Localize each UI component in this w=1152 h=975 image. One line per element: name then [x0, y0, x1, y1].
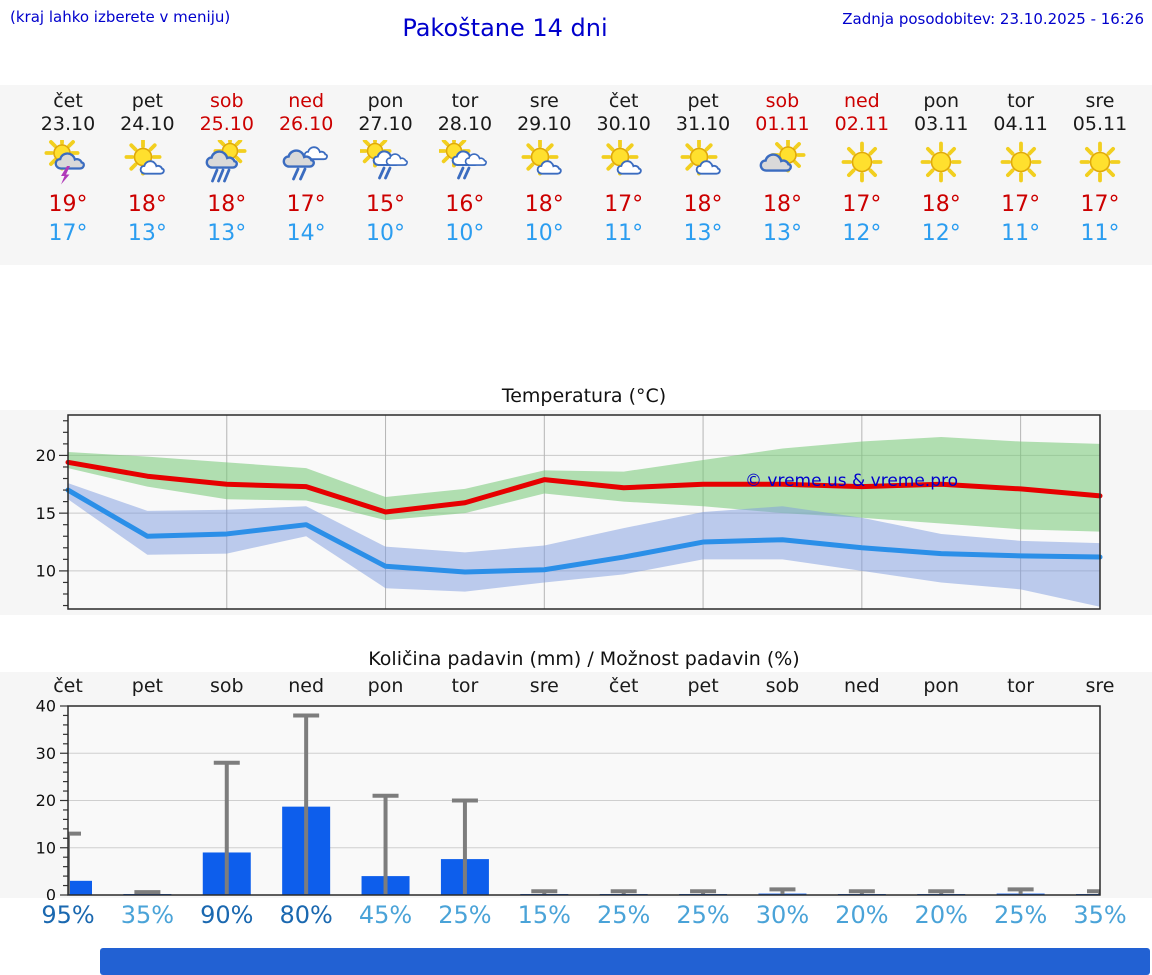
day-name: tor: [1007, 90, 1035, 112]
day-date: 27.10: [358, 113, 413, 135]
day-low-temp: 11°: [604, 221, 644, 246]
partly-cloudy-icon: [584, 136, 664, 190]
partly-cloudy-icon: [107, 136, 187, 190]
forecast-day: [425, 90, 505, 248]
precipitation-chart: [0, 700, 1152, 900]
mostly-cloudy-sun-icon: [742, 136, 822, 190]
day-date: 25.10: [199, 113, 254, 135]
precip-day-label: ned: [288, 675, 325, 697]
precip-day-label: ned: [843, 675, 880, 697]
precip-probability: 35%: [1073, 901, 1127, 929]
forecast-day: [742, 90, 822, 248]
day-date: 29.10: [517, 113, 572, 135]
partly-cloudy-icon: [504, 136, 584, 190]
precip-day-label: sob: [765, 675, 800, 697]
day-high-temp: 19°: [48, 192, 88, 217]
svg-text:40: 40: [35, 700, 56, 716]
day-low-temp: 13°: [127, 221, 167, 246]
precip-probability: 35%: [120, 901, 175, 929]
day-date: 30.10: [596, 113, 651, 135]
day-name: sre: [1085, 90, 1115, 112]
precip-probability: 95%: [41, 901, 95, 929]
sunny-icon: [981, 136, 1061, 190]
day-high-temp: 18°: [921, 192, 961, 217]
precip-probability: 30%: [755, 901, 810, 929]
day-low-temp: 12°: [842, 221, 882, 246]
day-low-temp: 13°: [762, 221, 802, 246]
day-name: čet: [53, 90, 83, 112]
day-name: čet: [608, 90, 639, 112]
forecast-day: [187, 90, 267, 248]
day-name: sob: [765, 90, 800, 112]
precip-probability: 45%: [358, 901, 413, 929]
precip-probability: 90%: [200, 901, 254, 929]
precip-probability: 20%: [914, 901, 968, 929]
day-name: pet: [131, 90, 163, 112]
precip-day-label: pet: [687, 675, 719, 697]
svg-text:15: 15: [35, 503, 56, 523]
watermark-link[interactable]: © vreme.us & vreme.pro: [745, 471, 959, 491]
precip-day-label: sre: [1085, 675, 1115, 697]
page-title: Pakoštane 14 dni: [402, 14, 608, 42]
forecast-day: [981, 90, 1061, 248]
day-name: pon: [367, 90, 404, 112]
svg-text:20: 20: [35, 446, 56, 466]
precip-day-label: pet: [131, 675, 163, 697]
forecast-day: [1060, 90, 1140, 248]
precip-day-label: sob: [209, 675, 244, 697]
forecast-day: [822, 90, 902, 248]
day-name: sob: [209, 90, 244, 112]
svg-text:30: 30: [35, 743, 56, 763]
svg-text:0: 0: [45, 885, 56, 900]
day-low-temp: 11°: [1080, 221, 1120, 246]
day-name: tor: [451, 90, 479, 112]
day-date: 31.10: [675, 113, 731, 135]
forecast-day: [346, 90, 426, 248]
day-low-temp: 10°: [445, 221, 485, 246]
precip-day-label: tor: [451, 675, 479, 697]
precip-day-label: čet: [608, 675, 639, 697]
precip-probability: 80%: [279, 901, 333, 929]
partly-cloudy-icon: [663, 136, 743, 190]
sunny-icon: [822, 136, 902, 190]
location-menu-note: (kraj lahko izberete v meniju): [10, 8, 231, 26]
forecast-day: [266, 90, 346, 248]
forecast-day: [28, 90, 108, 248]
temperature-chart: [0, 410, 1152, 615]
day-low-temp: 17°: [48, 221, 88, 246]
day-high-temp: 18°: [762, 192, 802, 217]
rain-clouds-icon: [266, 136, 346, 190]
day-name: ned: [288, 90, 325, 112]
precip-day-label: tor: [1007, 675, 1035, 697]
precip-probability: 25%: [676, 901, 730, 929]
day-low-temp: 11°: [1001, 221, 1041, 246]
precip-probability: 25%: [993, 901, 1048, 929]
day-high-temp: 18°: [524, 192, 564, 217]
day-high-temp: 17°: [286, 192, 326, 217]
svg-text:10: 10: [35, 838, 56, 858]
day-date: 04.11: [993, 113, 1048, 135]
temperature-chart-title: Temperatura (°C): [501, 385, 667, 407]
day-date: 03.11: [914, 113, 969, 135]
day-date: 02.11: [834, 113, 890, 135]
day-low-temp: 10°: [366, 221, 406, 246]
day-name: ned: [843, 90, 880, 112]
day-high-temp: 17°: [1001, 192, 1041, 217]
thunderstorm-icon: [28, 136, 108, 190]
forecast-day: [107, 90, 187, 248]
precip-day-label: čet: [53, 675, 83, 697]
light-rain-sun-icon: [425, 136, 505, 190]
day-name: pon: [923, 90, 960, 112]
day-date: 05.11: [1072, 113, 1128, 135]
precip-probability: 25%: [597, 901, 651, 929]
day-high-temp: 15°: [366, 192, 406, 217]
light-rain-sun-icon: [346, 136, 426, 190]
day-name: sre: [529, 90, 559, 112]
precip-day-label: pon: [367, 675, 404, 697]
day-low-temp: 12°: [921, 221, 961, 246]
precipitation-chart-title: Količina padavin (mm) / Možnost padavin (%): [368, 648, 800, 670]
day-high-temp: 18°: [127, 192, 167, 217]
day-date: 24.10: [120, 113, 175, 135]
svg-text:10: 10: [35, 561, 56, 581]
day-date: 26.10: [278, 113, 334, 135]
precip-probability: 15%: [517, 901, 571, 929]
day-high-temp: 18°: [683, 192, 723, 217]
forecast-day: [504, 90, 584, 248]
precip-day-label: sre: [529, 675, 559, 697]
footer-bar: [100, 948, 1150, 975]
day-high-temp: 18°: [207, 192, 247, 217]
day-low-temp: 14°: [286, 221, 326, 246]
rain-showers-sun-icon: [187, 136, 267, 190]
day-low-temp: 10°: [524, 221, 564, 246]
precip-day-label: pon: [923, 675, 960, 697]
precip-probability: 20%: [835, 901, 889, 929]
day-low-temp: 13°: [207, 221, 247, 246]
day-date: 28.10: [437, 113, 493, 135]
svg-text:20: 20: [35, 791, 56, 811]
day-high-temp: 17°: [604, 192, 644, 217]
day-date: 01.11: [755, 113, 810, 135]
day-high-temp: 17°: [1080, 192, 1120, 217]
day-date: 23.10: [40, 113, 96, 135]
forecast-day: [584, 90, 664, 248]
day-high-temp: 17°: [842, 192, 882, 217]
day-name: pet: [687, 90, 719, 112]
precip-probability: 25%: [438, 901, 492, 929]
sunny-icon: [1060, 136, 1140, 190]
day-high-temp: 16°: [445, 192, 485, 217]
sunny-icon: [901, 136, 981, 190]
last-update-text: Zadnja posodobitev: 23.10.2025 - 16:26: [842, 10, 1144, 28]
day-low-temp: 13°: [683, 221, 723, 246]
forecast-day: [663, 90, 743, 248]
forecast-day: [901, 90, 981, 248]
